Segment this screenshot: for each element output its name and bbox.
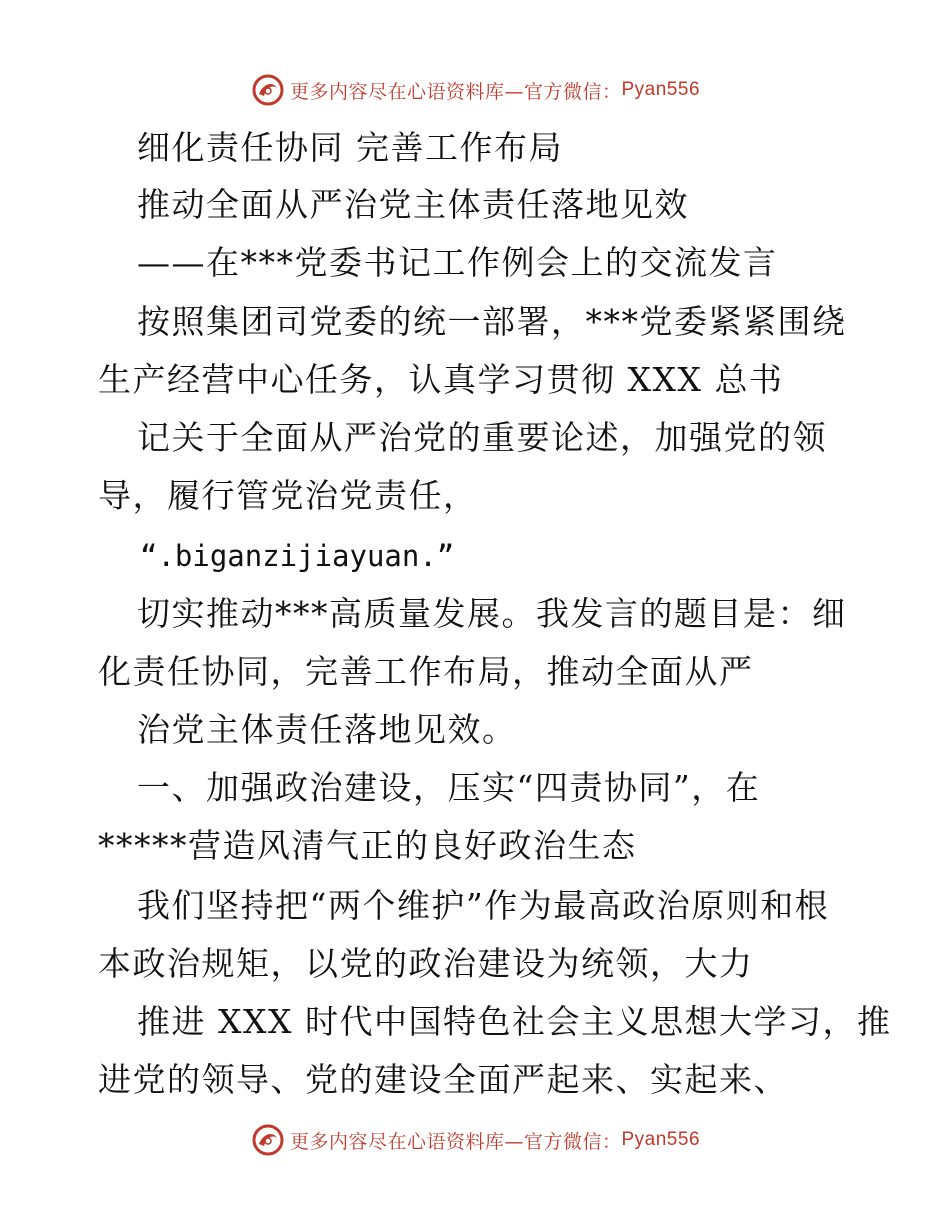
paragraph-line: 推进 XXX 时代中国特色社会主义思想大学习，推 (137, 1002, 892, 1041)
paragraph-line: 切实推动***高质量发展。我发言的题目是：细 (137, 594, 847, 633)
section-heading-line-1: 一、加强政治建设，压实“四责协同”，在 (137, 768, 761, 807)
paragraph-line: 记关于全面从严治党的重要论述，加强党的领 (137, 418, 827, 457)
paragraph-line: 进党的领导、党的建设全面严起来、实起来、 (98, 1060, 788, 1099)
swirl-seal-icon (250, 1122, 286, 1158)
watermark-handle: Pyan556 (621, 79, 701, 100)
doc-title-line-2: 推动全面从严治党主体责任落地见效 (137, 185, 689, 224)
watermark-banner-top (0, 70, 950, 110)
watermark-banner-bottom (0, 1120, 950, 1160)
watermark-handle: Pyan556 (621, 1129, 701, 1150)
watermark-text: 更多内容尽在心语资料库—官方微信： (289, 80, 622, 103)
paragraph-line: 治党主体责任落地见效。 (137, 710, 517, 749)
paragraph-line: 化责任协同，完善工作布局，推动全面从严 (98, 652, 754, 691)
paragraph-line: 我们坚持把“两个维护”作为最高政治原则和根 (137, 886, 830, 925)
watermark-text: 更多内容尽在心语资料库—官方微信： (289, 1130, 622, 1153)
inline-site-text: “.biganzijiayuan.” (140, 539, 455, 573)
paragraph-line: 本政治规矩，以党的政治建设为统领，大力 (98, 944, 754, 983)
swirl-seal-icon (250, 72, 286, 108)
doc-title-line-1: 细化责任协同 完善工作布局 (137, 128, 563, 167)
section-heading-line-2: *****营造风清气正的良好政治生态 (98, 826, 637, 865)
paragraph-line: 生产经营中心任务，认真学习贯彻 XXX 总书 (98, 360, 784, 399)
paragraph-line: 按照集团司党委的统一部署，***党委紧紧围绕 (137, 302, 847, 341)
doc-subtitle: ——在***党委书记工作例会上的交流发言 (137, 243, 778, 282)
paragraph-line: 导，履行管党治党责任， (98, 476, 478, 515)
